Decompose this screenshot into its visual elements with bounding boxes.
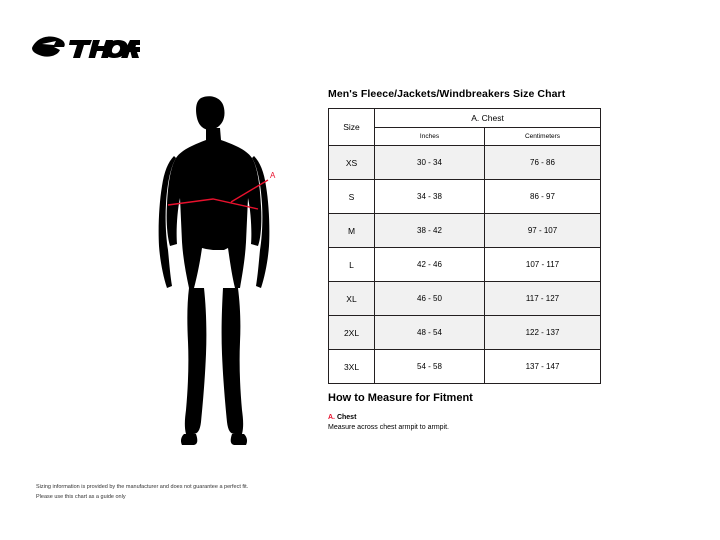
table-row [329, 350, 601, 384]
table-row [329, 146, 601, 180]
measure-item-text: Measure across chest armpit to armpit. [328, 424, 449, 431]
cell-cm: 117 - 127 [485, 282, 601, 316]
how-to-measure-title: How to Measure for Fitment [328, 392, 473, 404]
size-chart-table [328, 108, 601, 384]
cell-inches: 30 - 34 [375, 146, 485, 180]
page-title: Men's Fleece/Jackets/Windbreakers Size Chart [328, 88, 566, 100]
cell-cm: 137 - 147 [485, 350, 601, 384]
header-centimeters: Centimeters [485, 128, 601, 146]
table-row [329, 180, 601, 214]
cell-size: XS [329, 146, 375, 180]
table-row [329, 282, 601, 316]
cell-inches: 54 - 58 [375, 350, 485, 384]
table-row [329, 248, 601, 282]
body-figure-illustration [118, 92, 308, 452]
header-measurement: A. Chest [375, 109, 601, 128]
disclaimer-line-2: Please use this chart as a guide only [36, 493, 126, 500]
cell-size: 3XL [329, 350, 375, 384]
measure-item-letter: A. [328, 414, 335, 421]
thor-logo [30, 32, 140, 66]
cell-cm: 86 - 97 [485, 180, 601, 214]
cell-cm: 76 - 86 [485, 146, 601, 180]
male-silhouette [159, 96, 270, 445]
disclaimer [36, 483, 248, 502]
measure-item-label [328, 414, 628, 421]
cell-size: L [329, 248, 375, 282]
header-size: Size [329, 109, 375, 146]
cell-size: XL [329, 282, 375, 316]
cell-cm: 122 - 137 [485, 316, 601, 350]
cell-inches: 46 - 50 [375, 282, 485, 316]
cell-inches: 48 - 54 [375, 316, 485, 350]
table-row [329, 214, 601, 248]
cell-cm: 107 - 117 [485, 248, 601, 282]
disclaimer-line-1: Sizing information is provided by the manufacturer and does not guarantee a perfect fit. [36, 484, 249, 491]
cell-inches: 34 - 38 [375, 180, 485, 214]
cell-size: 2XL [329, 316, 375, 350]
table-header-row [329, 109, 601, 128]
size-chart-section [328, 88, 600, 384]
cell-size: M [329, 214, 375, 248]
measure-item-name: Chest [336, 414, 357, 421]
header-inches: Inches [375, 128, 485, 146]
chest-callout-label: A [270, 171, 276, 180]
table-row [329, 316, 601, 350]
cell-inches: 42 - 46 [375, 248, 485, 282]
cell-cm: 97 - 107 [485, 214, 601, 248]
cell-inches: 38 - 42 [375, 214, 485, 248]
how-to-measure-section [328, 392, 628, 431]
cell-size: S [329, 180, 375, 214]
